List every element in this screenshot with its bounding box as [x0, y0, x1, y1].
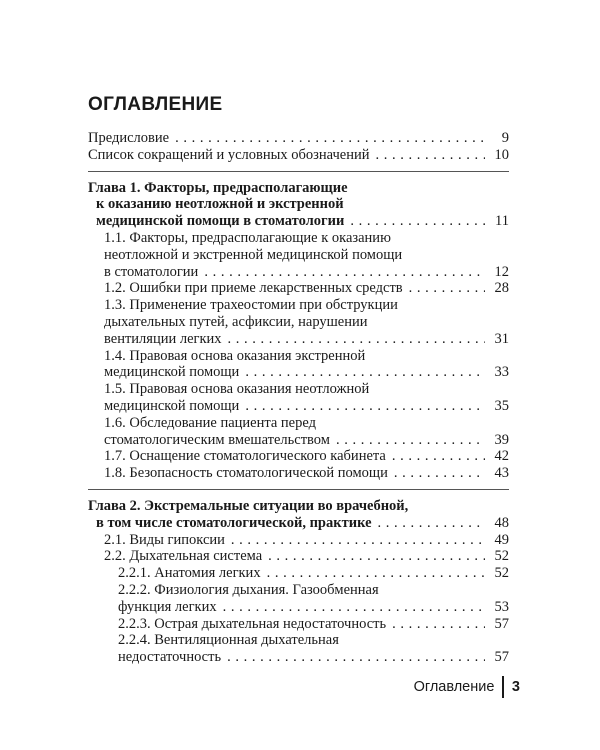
dot-leader — [392, 616, 485, 633]
toc-entry — [88, 415, 509, 449]
toc-entry-text: 1.7. Оснащение стоматологического кабинета — [104, 448, 386, 465]
dot-leader — [245, 364, 485, 381]
running-header-label: Оглавление — [413, 679, 495, 695]
toc-page-number: 52 — [494, 548, 509, 565]
toc-page-number: 10 — [494, 146, 509, 163]
toc-page-number: 33 — [494, 364, 509, 381]
section-divider — [88, 489, 509, 490]
toc-entry-text: 2.2.2. Физиология дыхания. Газообменная — [118, 581, 379, 598]
dot-leader — [231, 532, 485, 549]
toc-entry-text: медицинской помощи — [104, 364, 240, 381]
toc-entry — [88, 147, 509, 164]
toc-entry-last-line — [104, 364, 509, 381]
toc-entry-last-line — [88, 515, 509, 532]
toc-entry-last-line — [104, 432, 509, 449]
toc-entry-text: медицинской помощи — [104, 397, 240, 414]
toc-entry-text: вентиляции легких — [104, 330, 222, 347]
toc-chapter-entry — [88, 498, 509, 532]
toc-chapter-entry — [88, 180, 509, 230]
toc-page-number: 43 — [494, 465, 509, 482]
toc-page-number: 12 — [494, 263, 509, 280]
toc-entry-last-line — [118, 616, 509, 633]
toc-entry — [88, 632, 509, 666]
toc-entry-last-line — [88, 213, 509, 230]
toc-entry-last-line — [118, 565, 509, 582]
toc-entry — [88, 130, 509, 147]
toc-entry-text: 2.2.4. Вентиляционная дыхательная — [118, 632, 339, 649]
toc-page-number: 48 — [494, 514, 509, 531]
footer-divider — [502, 676, 504, 698]
dot-leader — [394, 465, 485, 482]
toc-entry-last-line — [104, 398, 509, 415]
table-of-contents — [88, 130, 509, 666]
toc-page-number: 9 — [501, 130, 509, 146]
toc-entry — [88, 465, 509, 482]
toc-page-number: 31 — [494, 330, 509, 347]
toc-entry-text: 1.8. Безопасность стоматологической помощи — [104, 465, 388, 482]
toc-entry-text: функция легких — [118, 598, 217, 615]
toc-entry-last-line — [88, 130, 509, 147]
toc-entry-last-line — [118, 599, 509, 616]
toc-page-number: 39 — [494, 431, 509, 448]
toc-entry-text: 1.5. Правовая основа оказания неотложной — [104, 381, 370, 398]
dot-leader — [227, 649, 485, 666]
toc-entry-text: недостаточность — [118, 649, 222, 666]
toc-page-number: 57 — [494, 649, 509, 666]
dot-leader — [378, 515, 485, 532]
dot-leader — [228, 331, 485, 348]
toc-title: ОГЛАВЛЕНИЕ — [88, 94, 223, 115]
dot-leader — [392, 448, 485, 465]
toc-entry-text: 2.2.1. Анатомия легких — [118, 565, 261, 582]
toc-entry-last-line — [104, 532, 509, 549]
dot-leader — [223, 599, 485, 616]
toc-entry-text: к оказанию неотложной и экстренной — [96, 196, 344, 213]
toc-entry-last-line — [118, 649, 509, 666]
toc-entry — [88, 582, 509, 616]
toc-entry-last-line — [104, 465, 509, 482]
toc-entry-text: Глава 1. Факторы, предрасполагающие — [88, 179, 348, 196]
toc-entry-text: 1.2. Ошибки при приеме лекарственных средств — [104, 280, 403, 297]
toc-entry-text: стоматологическим вмешательством — [104, 431, 330, 448]
toc-entry-last-line — [104, 280, 509, 297]
toc-entry — [88, 230, 509, 280]
dot-leader — [375, 147, 485, 164]
toc-entry — [88, 565, 509, 582]
dot-leader — [204, 264, 485, 281]
toc-entry-text: неотложной и экстренной медицинской помощи — [104, 246, 403, 263]
toc-entry-text: Предисловие — [88, 130, 170, 146]
dot-leader — [350, 213, 485, 230]
toc-entry-text: Список сокращений и условных обозначений — [88, 146, 370, 163]
toc-entry-text: 1.1. Факторы, предрасполагающие к оказанию — [104, 229, 391, 246]
toc-entry — [88, 532, 509, 549]
toc-page-number: 42 — [494, 448, 509, 465]
toc-entry-last-line — [88, 147, 509, 164]
toc-entry-text: в стоматологии — [104, 263, 199, 280]
toc-entry-last-line — [104, 548, 509, 565]
toc-entry-text: 1.4. Правовая основа оказания экстренной — [104, 347, 366, 364]
dot-leader — [267, 565, 485, 582]
toc-entry-text: 2.1. Виды гипоксии — [104, 531, 225, 548]
page-number: 3 — [511, 679, 520, 695]
toc-page-number: 57 — [494, 615, 509, 632]
toc-page-number: 49 — [494, 531, 509, 548]
toc-entry-text: дыхательных путей, асфиксии, нарушении — [104, 313, 368, 330]
toc-entry-text: 2.2.3. Острая дыхательная недостаточность — [118, 615, 387, 632]
toc-entry-text: Глава 2. Экстремальные ситуации во врачебной, — [88, 497, 409, 514]
toc-entry-text: 1.3. Применение трахеостомии при обструкции — [104, 297, 398, 314]
toc-page-number: 11 — [495, 213, 509, 230]
toc-page-number: 52 — [494, 565, 509, 582]
dot-leader — [268, 548, 485, 565]
page-footer — [414, 676, 520, 698]
toc-page-number: 53 — [494, 598, 509, 615]
dot-leader — [336, 432, 485, 449]
toc-entry-text: 1.6. Обследование пациента перед — [104, 414, 316, 431]
toc-entry — [88, 297, 509, 347]
toc-entry — [88, 448, 509, 465]
toc-entry-last-line — [104, 331, 509, 348]
toc-page-number: 35 — [494, 397, 509, 414]
toc-entry-text: медицинской помощи в стоматологии — [96, 213, 345, 230]
toc-page-number: 28 — [494, 280, 509, 297]
toc-entry-text: в том числе стоматологической, практике — [96, 514, 372, 531]
toc-entry-last-line — [104, 448, 509, 465]
dot-leader — [175, 130, 485, 147]
toc-entry — [88, 280, 509, 297]
toc-entry — [88, 616, 509, 633]
toc-entry — [88, 548, 509, 565]
toc-entry-last-line — [104, 264, 509, 281]
toc-entry-text: 2.2. Дыхательная система — [104, 548, 263, 565]
toc-entry — [88, 348, 509, 382]
dot-leader — [245, 398, 485, 415]
section-divider — [88, 171, 509, 172]
dot-leader — [409, 280, 485, 297]
toc-entry — [88, 381, 509, 415]
